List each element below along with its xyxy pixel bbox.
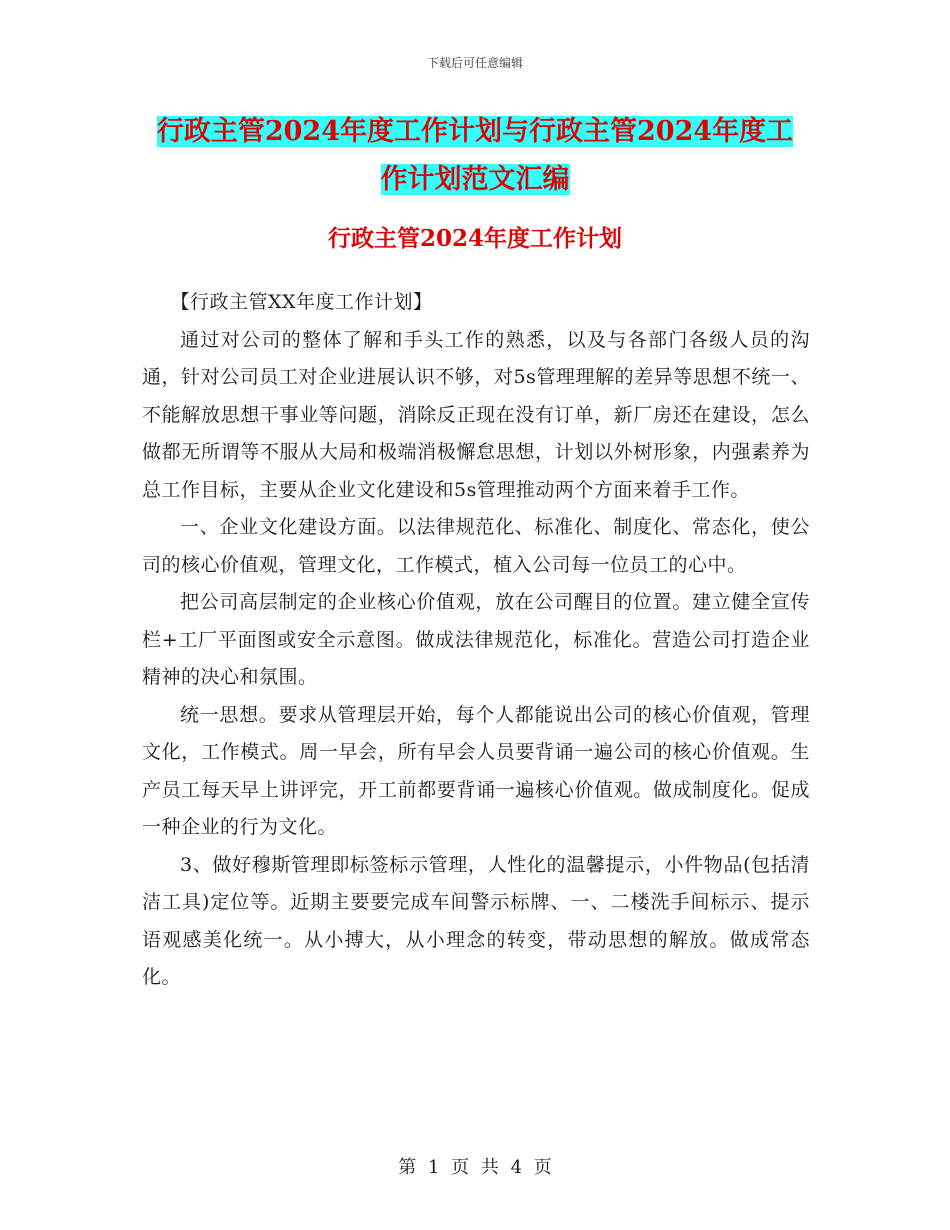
title-line-2: 作计划范文汇编: [380, 164, 570, 195]
paragraph: 通过对公司的整体了解和手头工作的熟悉，以及与各部门各级人员的沟通，针对公司员工对企业进展认识不够，对5s管理理解的差异等思想不统一、不能解放思想干事业等问题，消除反正现在没有订单，新厂房还在建设，怎么做都无所谓等不服从大局和极端消极懈怠思想，计划以外树形象，内强素养为总工作目标，主要从企业文化建设和5s管理推动两个方面来着手工作。: [142, 328, 810, 501]
paragraph: 3、做好穆斯管理即标签标示管理，人性化的温馨提示，小件物品(包括清洁工具)定位等。近期主要要完成车间警示标牌、一、二楼洗手间标示、提示语观感美化统一。从小搏大，从小理念的转变，带动思想的解放。做成常态化。: [142, 853, 810, 988]
page-footer: 第 1 页 共 4 页: [398, 1157, 552, 1178]
paragraph: 把公司高层制定的企业核心价值观，放在公司醒目的位置。建立健全宣传栏+工厂平面图或安全示意图。做成法律规范化，标准化。营造公司打造企业精神的决心和氛围。: [142, 591, 810, 688]
section-title: 行政主管2024年度工作计划: [327, 225, 622, 252]
document-body: [142, 284, 810, 997]
paragraph-heading: 【行政主管XX年度工作计划】: [170, 291, 433, 313]
header-note: 下载后可任意编辑: [426, 56, 523, 70]
title-line-1: 行政主管2024年度工作计划与行政主管2024年度工: [156, 116, 794, 147]
paragraph: 统一思想。要求从管理层开始，每个人都能说出公司的核心价值观，管理文化，工作模式。周一早会，所有早会人员要背诵一遍公司的核心价值观。生产员工每天早上讲评完，开工前都要背诵一遍核心价值观。做成制度化。促成一种企业的行为文化。: [142, 703, 810, 838]
document-title: [150, 108, 800, 204]
paragraph: 一、企业文化建设方面。以法律规范化、标准化、制度化、常态化，使公司的核心价值观，管理文化，工作模式，植入公司每一位员工的心中。: [142, 516, 810, 576]
